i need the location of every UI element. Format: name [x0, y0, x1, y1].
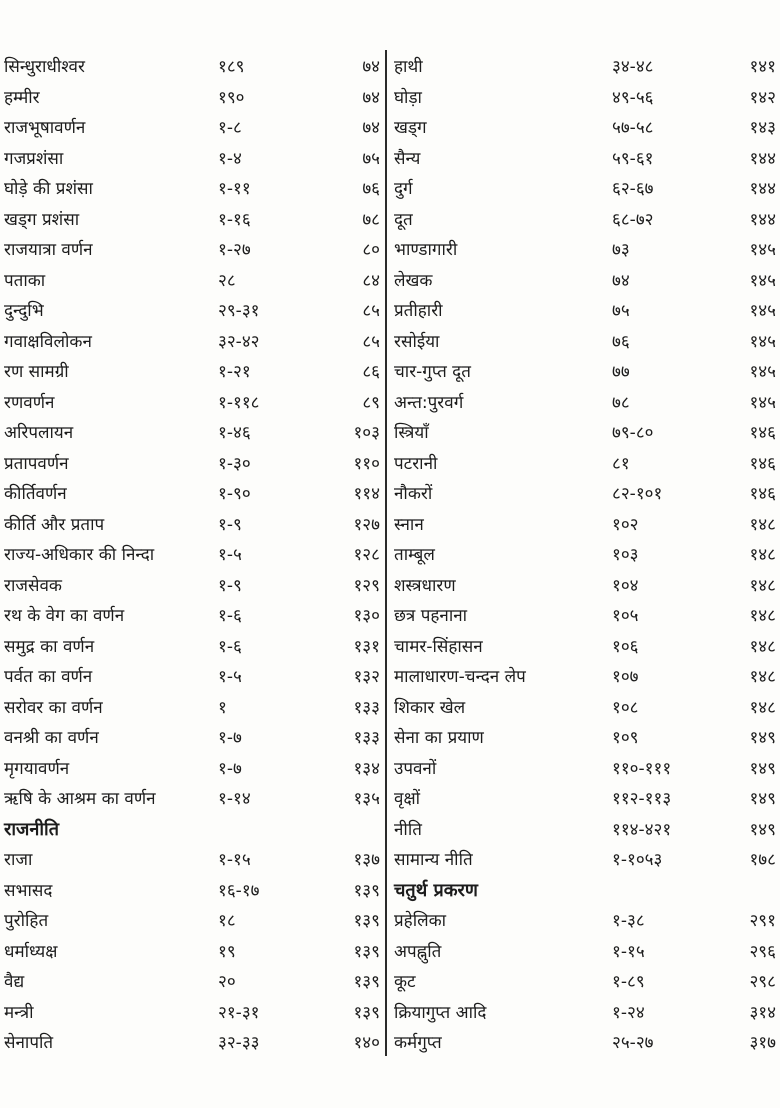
index-entry: [390, 723, 780, 753]
index-entry: [390, 449, 780, 479]
entry-page: १३७: [353, 850, 380, 870]
entry-page: १४९: [749, 758, 776, 779]
entry-page: २९६: [749, 941, 776, 962]
index-entry: [390, 235, 780, 265]
entry-page: ८६: [362, 362, 380, 382]
entry-name: समुद्र का वर्णन: [4, 636, 95, 657]
entry-name: नीति: [394, 819, 422, 840]
entry-name: चार-गुप्त दूत: [394, 362, 471, 382]
entry-page: ८४: [362, 270, 380, 291]
index-entry: [390, 784, 780, 814]
entry-page: १३०: [353, 606, 380, 626]
index-entry: [0, 327, 386, 357]
entry-page: १४५: [749, 392, 776, 413]
index-entry: [0, 876, 386, 906]
index-entry: [390, 83, 780, 113]
entry-page: १३३: [353, 728, 380, 748]
entry-name: रथ के वेग का वर्णन: [4, 606, 125, 626]
entry-verse: ७६: [612, 331, 630, 352]
entry-verse: १-६: [218, 606, 242, 626]
entry-page: ७४: [362, 118, 380, 138]
index-entry: [390, 174, 780, 204]
entry-page: १४८: [749, 575, 776, 596]
entry-verse: १-७: [218, 758, 242, 779]
entry-verse: १०६: [612, 636, 639, 657]
entry-name: प्रतीहारी: [394, 301, 443, 321]
entry-verse: १-७: [218, 728, 242, 748]
entry-name: वनश्री का वर्णन: [4, 728, 99, 748]
index-entry: [390, 571, 780, 601]
entry-verse: १-५: [218, 545, 242, 565]
entry-name: मालाधारण-चन्दन लेप: [394, 667, 526, 687]
entry-verse: ११४-४२१: [612, 819, 672, 840]
entry-name: सरोवर का वर्णन: [4, 697, 103, 718]
entry-name: उपवनों: [394, 758, 437, 779]
entry-page: २९१: [749, 911, 776, 931]
index-entry: [390, 327, 780, 357]
entry-name: प्रहेलिका: [394, 911, 447, 931]
entry-verse: १०२: [612, 514, 639, 535]
entry-name: पर्वत का वर्णन: [4, 667, 93, 687]
entry-verse: ५७-५८: [612, 118, 654, 138]
entry-verse: ७३: [612, 240, 630, 260]
entry-page: १३९: [353, 880, 380, 901]
index-entry: [0, 388, 386, 418]
entry-page: १४४: [749, 148, 776, 169]
entry-verse: १-१५: [612, 941, 645, 962]
entry-name: पुरोहित: [4, 911, 49, 931]
entry-verse: २०: [218, 972, 236, 992]
entry-verse: ६८-७२: [612, 209, 654, 230]
entry-verse: १-१४: [218, 789, 251, 809]
entry-page: १४६: [749, 484, 776, 504]
entry-name: राजभूषावर्णन: [4, 118, 86, 138]
entry-verse: १-३८: [612, 911, 645, 931]
entry-name: हाथी: [394, 57, 423, 77]
entry-verse: ७९-८०: [612, 423, 654, 443]
entry-name: ताम्बूल: [394, 545, 435, 565]
entry-verse: १-८९: [612, 972, 645, 992]
entry-verse: ४९-५६: [612, 87, 654, 108]
index-entry: [390, 144, 780, 174]
entry-verse: १-१०५३: [612, 850, 663, 870]
entry-verse: ३४-४८: [612, 57, 654, 77]
index-entry: [0, 540, 386, 570]
entry-page: ७४: [362, 57, 380, 77]
entry-name: राजयात्रा वर्णन: [4, 240, 93, 260]
index-entry: [390, 754, 780, 784]
index-entry: [0, 83, 386, 113]
entry-verse: १०८: [612, 697, 639, 718]
entry-page: १४८: [749, 667, 776, 687]
entry-name: गजप्रशंसा: [4, 148, 64, 169]
entry-verse: ७५: [612, 301, 630, 321]
entry-page: १३९: [353, 1002, 380, 1023]
entry-verse: १-४६: [218, 423, 251, 443]
entry-page: १४०: [353, 1033, 380, 1053]
entry-verse: १०४: [612, 575, 639, 596]
entry-name: खड्ग: [394, 118, 427, 138]
entry-page: १४१: [749, 57, 776, 77]
index-entry: [0, 723, 386, 753]
entry-verse: १८९: [218, 57, 245, 77]
entry-verse: १-३०: [218, 453, 251, 474]
entry-name: प्रतापवर्णन: [4, 453, 69, 474]
entry-name: अन्त:पुरवर्ग: [394, 392, 464, 413]
index-entry: [390, 357, 780, 387]
entry-verse: १९०: [218, 87, 245, 108]
index-entry: [0, 571, 386, 601]
entry-page: १४५: [749, 301, 776, 321]
section-heading-title: चतुर्थ प्रकरण: [394, 879, 478, 901]
entry-page: ७४: [362, 87, 380, 108]
entry-verse: १-११८: [218, 392, 260, 413]
entry-verse: १०५: [612, 606, 639, 626]
entry-verse: १-२१: [218, 362, 251, 382]
entry-name: सेना का प्रयाण: [394, 728, 484, 748]
entry-name: सेनापति: [4, 1033, 54, 1053]
index-entry: [0, 235, 386, 265]
entry-name: क्रियागुप्त आदि: [394, 1002, 487, 1023]
entry-page: १०३: [353, 423, 380, 443]
entry-verse: ११२-११३: [612, 789, 672, 809]
index-entry: [390, 205, 780, 235]
entry-verse: १०३: [612, 545, 639, 565]
entry-page: १४५: [749, 270, 776, 291]
index-entry: [390, 967, 780, 997]
entry-name: नौकरों: [394, 484, 433, 504]
entry-page: ८९: [362, 392, 380, 413]
entry-page: १२७: [353, 514, 380, 535]
index-entry: [0, 1028, 386, 1058]
entry-page: १३४: [353, 758, 380, 779]
index-entry: [390, 937, 780, 967]
entry-verse: ७८: [612, 392, 630, 413]
entry-page: १४८: [749, 514, 776, 535]
entry-name: मन्त्री: [4, 1002, 34, 1023]
index-entry: [0, 479, 386, 509]
index-entry: [390, 510, 780, 540]
entry-page: १४८: [749, 636, 776, 657]
index-entry: [0, 632, 386, 662]
entry-verse: ६२-६७: [612, 179, 654, 199]
entry-name: भाण्डागारी: [394, 240, 458, 260]
entry-verse: २९-३१: [218, 301, 260, 321]
entry-name: शस्त्रधारण: [394, 575, 456, 596]
entry-page: ७६: [362, 179, 380, 199]
index-entry: [0, 52, 386, 82]
entry-name: सभासद: [4, 880, 53, 901]
section-heading-title: राजनीति: [4, 818, 59, 840]
index-entry: [390, 479, 780, 509]
index-entry: [0, 174, 386, 204]
entry-page: १३१: [353, 636, 380, 657]
entry-name: वृक्षों: [394, 789, 421, 809]
entry-page: १४९: [749, 819, 776, 840]
index-entry: [0, 510, 386, 540]
entry-name: रणवर्णन: [4, 392, 55, 413]
entry-page: १४२: [749, 87, 776, 108]
entry-verse: ३२-४२: [218, 331, 260, 352]
index-column-right: [390, 0, 780, 1108]
entry-name: राजा: [4, 850, 33, 870]
entry-page: १४५: [749, 240, 776, 260]
entry-page: १३९: [353, 941, 380, 962]
entry-verse: १८: [218, 911, 236, 931]
entry-name: गवाक्षविलोकन: [4, 331, 92, 352]
entry-verse: १-४: [218, 148, 242, 169]
index-entry: [0, 845, 386, 875]
entry-name: पटरानी: [394, 453, 438, 474]
entry-page: १४६: [749, 453, 776, 474]
section-heading: [390, 876, 780, 906]
index-entry: [390, 906, 780, 936]
entry-name: रण सामग्री: [4, 362, 69, 382]
index-entry: [0, 693, 386, 723]
entry-name: दुर्ग: [394, 179, 413, 199]
entry-verse: १-२७: [218, 240, 251, 260]
entry-verse: १: [218, 697, 227, 718]
index-entry: [390, 418, 780, 448]
entry-name: राजसेवक: [4, 575, 62, 596]
index-entry: [0, 113, 386, 143]
entry-name: ऋषि के आश्रम का वर्णन: [4, 789, 156, 809]
entry-name: कीर्तिवर्णन: [4, 484, 67, 504]
index-entry: [0, 449, 386, 479]
entry-page: ८५: [362, 331, 380, 352]
entry-verse: २५-२७: [612, 1033, 654, 1053]
index-entry: [0, 784, 386, 814]
entry-verse: १-११: [218, 179, 251, 199]
entry-name: घोड़ा: [394, 87, 422, 108]
entry-page: १४९: [749, 728, 776, 748]
entry-verse: १०९: [612, 728, 639, 748]
entry-verse: ७७: [612, 362, 630, 382]
entry-page: १२८: [353, 545, 380, 565]
entry-verse: २१-३१: [218, 1002, 260, 1023]
index-entry: [390, 296, 780, 326]
entry-verse: १-१६: [218, 209, 251, 230]
index-entry: [0, 998, 386, 1028]
index-entry: [390, 540, 780, 570]
entry-verse: १-९०: [218, 484, 251, 504]
entry-verse: १९: [218, 941, 236, 962]
index-entry: [390, 1028, 780, 1058]
index-entry: [0, 662, 386, 692]
entry-page: १३९: [353, 911, 380, 931]
index-entry: [0, 754, 386, 784]
entry-page: ७५: [362, 148, 380, 169]
entry-name: वैद्य: [4, 972, 25, 992]
index-entry: [0, 357, 386, 387]
entry-name: पताका: [4, 270, 46, 291]
section-heading: [0, 815, 386, 845]
column-divider: [385, 50, 387, 1056]
index-entry: [390, 815, 780, 845]
entry-page: १४९: [749, 789, 776, 809]
entry-page: १२९: [353, 575, 380, 596]
entry-page: १३९: [353, 972, 380, 992]
entry-name: सैन्य: [394, 148, 421, 169]
entry-verse: ३२-३३: [218, 1033, 260, 1053]
entry-name: राज्य-अधिकार की निन्दा: [4, 545, 155, 565]
index-entry: [0, 418, 386, 448]
entry-verse: १-६: [218, 636, 242, 657]
entry-verse: ५९-६१: [612, 148, 654, 169]
entry-page: १४३: [749, 118, 776, 138]
entry-name: लेखक: [394, 270, 433, 291]
entry-verse: ११०-१११: [612, 758, 672, 779]
entry-name: कर्मगुप्त: [394, 1033, 442, 1053]
entry-page: ८०: [362, 240, 380, 260]
index-entry: [0, 967, 386, 997]
entry-name: दूत: [394, 209, 413, 230]
entry-verse: १-२४: [612, 1002, 645, 1023]
entry-page: ११०: [353, 453, 380, 474]
entry-page: ८५: [362, 301, 380, 321]
entry-page: १७८: [749, 850, 776, 870]
entry-name: कीर्ति और प्रताप: [4, 514, 105, 535]
entry-name: चामर-सिंहासन: [394, 636, 483, 657]
index-entry: [0, 205, 386, 235]
entry-name: मृगयावर्णन: [4, 758, 70, 779]
index-entry: [0, 266, 386, 296]
entry-name: शिकार खेल: [394, 697, 466, 718]
entry-name: रसोईया: [394, 331, 440, 352]
entry-verse: ७४: [612, 270, 630, 291]
index-entry: [390, 662, 780, 692]
entry-page: १४८: [749, 606, 776, 626]
index-entry: [0, 296, 386, 326]
entry-name: स्नान: [394, 514, 424, 535]
index-entry: [0, 937, 386, 967]
entry-page: १३२: [353, 667, 380, 687]
index-entry: [390, 601, 780, 631]
entry-name: धर्माध्यक्ष: [4, 941, 58, 962]
entry-page: १४८: [749, 545, 776, 565]
entry-verse: १-८: [218, 118, 242, 138]
entry-name: अरिपलायन: [4, 423, 74, 443]
index-entry: [390, 998, 780, 1028]
entry-page: १४८: [749, 697, 776, 718]
entry-page: ११४: [353, 484, 380, 504]
entry-name: स्त्रियाँ: [394, 423, 429, 443]
index-entry: [390, 388, 780, 418]
entry-verse: २८: [218, 270, 236, 291]
entry-verse: १-५: [218, 667, 242, 687]
entry-verse: ८२-१०१: [612, 484, 663, 504]
entry-page: १३५: [353, 789, 380, 809]
index-column-left: [0, 0, 386, 1108]
entry-name: सिन्धुराधीश्वर: [4, 57, 85, 77]
entry-name: घोड़े की प्रशंसा: [4, 179, 93, 199]
entry-name: खड्ग प्रशंसा: [4, 209, 80, 230]
entry-page: २९८: [749, 972, 776, 992]
entry-page: १४५: [749, 331, 776, 352]
entry-name: सामान्य नीति: [394, 850, 473, 870]
index-entry: [390, 52, 780, 82]
index-entry: [390, 693, 780, 723]
entry-page: १४६: [749, 423, 776, 443]
entry-page: १४५: [749, 362, 776, 382]
index-entry: [390, 632, 780, 662]
entry-verse: १-९: [218, 575, 242, 596]
index-entry: [390, 266, 780, 296]
index-entry: [0, 601, 386, 631]
index-entry: [390, 113, 780, 143]
entry-page: १४४: [749, 209, 776, 230]
index-entry: [0, 906, 386, 936]
entry-name: छत्र पहनाना: [394, 606, 468, 626]
entry-name: कूट: [394, 972, 416, 992]
index-entry: [390, 845, 780, 875]
entry-verse: १०७: [612, 667, 639, 687]
entry-name: हम्मीर: [4, 87, 40, 108]
entry-page: ३१७: [749, 1033, 776, 1053]
entry-verse: १-१५: [218, 850, 251, 870]
index-entry: [0, 144, 386, 174]
entry-verse: १६-१७: [218, 880, 260, 901]
entry-page: १३३: [353, 697, 380, 718]
entry-name: अपह्नुति: [394, 941, 442, 962]
entry-verse: १-९: [218, 514, 242, 535]
entry-page: ७८: [362, 209, 380, 230]
entry-verse: ८१: [612, 453, 630, 474]
entry-page: १४४: [749, 179, 776, 199]
entry-page: ३१४: [749, 1002, 776, 1023]
entry-name: दुन्दुभि: [4, 301, 44, 321]
